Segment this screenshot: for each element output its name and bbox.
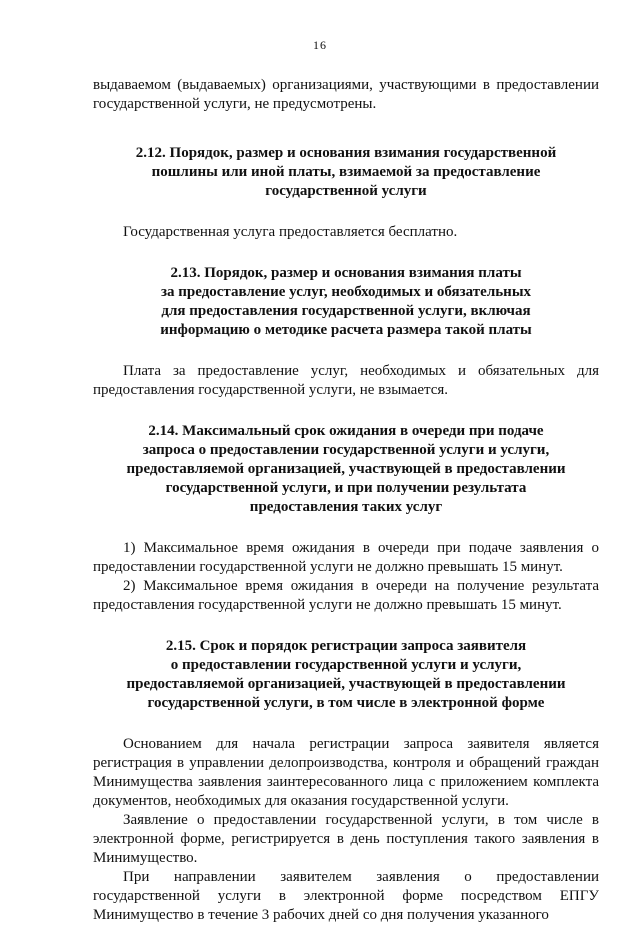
section-2-12-paragraph: Государственная услуга предоставляется бесплатно. xyxy=(123,224,458,240)
section-2-15-paragraph-3: При направлении заявителем заявления о предоставлении государственной услуги в электронной форме посредством ЕПГУ Минимущество в течение 3 рабочих дней со дня получения указанного xyxy=(93,869,599,923)
heading-line: информацию о методике расчета размера такой платы xyxy=(160,322,532,338)
heading-line: предоставления таких услуг xyxy=(249,499,443,515)
section-2-15-paragraph-2: Заявление о предоставлении государственной услуги, в том числе в электронной форме, регистрируется в день поступления такого заявления в Минимущество. xyxy=(93,812,599,866)
heading-line: 2.14. Максимальный срок ожидания в очереди при подаче xyxy=(148,423,544,439)
document-body xyxy=(93,76,599,925)
heading-line: предоставляемой организацией, участвующей в предоставлении xyxy=(126,676,566,692)
heading-line: за предоставление услуг, необходимых и обязательных xyxy=(160,284,532,300)
heading-line: 2.15. Срок и порядок регистрации запроса заявителя xyxy=(165,638,527,654)
section-2-14-heading xyxy=(93,422,599,517)
section-2-13-paragraph: Плата за предоставление услуг, необходимых и обязательных для предоставления государственной услуги, не взымается. xyxy=(93,363,599,398)
heading-line: государственной услуги, и при получении результата xyxy=(165,480,527,496)
page-number: 16 xyxy=(313,38,327,52)
heading-line: государственной услуги xyxy=(265,183,427,199)
section-2-12-heading xyxy=(93,144,599,201)
heading-line: запроса о предоставлении государственной услуги и услуги, xyxy=(142,442,550,458)
continuation-paragraph: выдаваемом (выдаваемых) организациями, участвующими в предоставлении государственной услуги, не предусмотрены. xyxy=(93,77,599,112)
heading-line: пошлины или иной платы, взимаемой за предоставление xyxy=(151,164,541,180)
section-2-14-item-2: 2) Максимальное время ожидания в очереди на получение результата предоставления государственной услуги не должно превышать 15 минут. xyxy=(93,578,599,613)
heading-line: предоставляемой организацией, участвующей в предоставлении xyxy=(126,461,566,477)
section-2-15-heading xyxy=(93,637,599,713)
heading-line: 2.12. Порядок, размер и основания взимания государственной xyxy=(135,145,557,161)
heading-line: 2.13. Порядок, размер и основания взимания платы xyxy=(170,265,522,281)
heading-line: о предоставлении государственной услуги и услуги, xyxy=(170,657,522,673)
section-2-13-heading xyxy=(93,264,599,340)
section-2-15-paragraph-1: Основанием для начала регистрации запроса заявителя является регистрация в управлении делопроизводства, контроля и обращений граждан Минимущества заявления заинтересованного лица с приложением комплекта документов, необходимых для оказания государственной услуги. xyxy=(93,736,599,809)
heading-line: государственной услуги, в том числе в электронной форме xyxy=(147,695,545,711)
section-2-14-item-1: 1) Максимальное время ожидания в очереди при подаче заявления о предоставлении государственной услуги не должно превышать 15 минут. xyxy=(93,540,599,575)
heading-line: для предоставления государственной услуги, включая xyxy=(161,303,531,319)
